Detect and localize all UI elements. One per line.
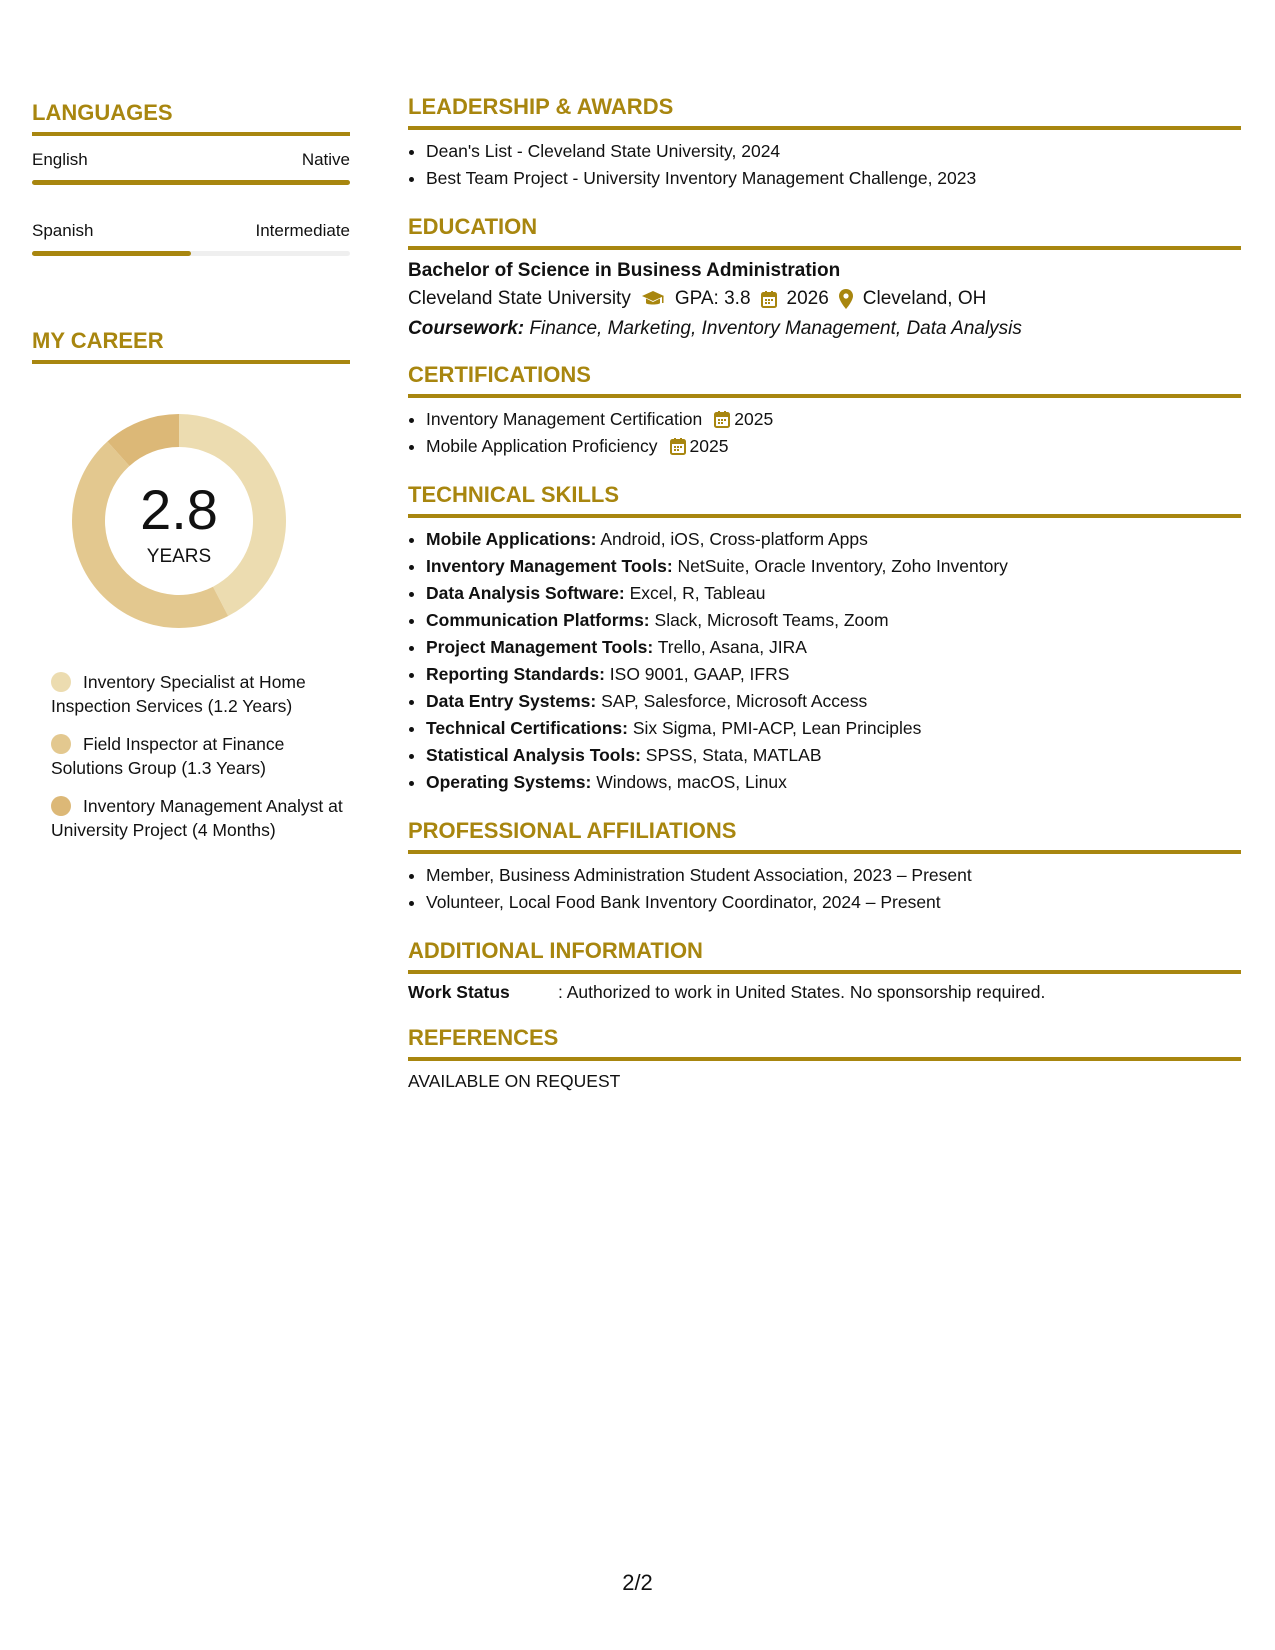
skill-item xyxy=(426,742,1241,769)
skill-value: Slack, Microsoft Teams, Zoom xyxy=(654,610,889,630)
education-degree: Bachelor of Science in Business Administration xyxy=(408,260,841,281)
skill-label: Project Management Tools: xyxy=(426,637,654,657)
skill-label: Communication Platforms: xyxy=(426,610,650,630)
coursework-label: Coursework: xyxy=(408,318,525,339)
skill-item xyxy=(426,634,1241,661)
additional-title: ADDITIONAL INFORMATION xyxy=(408,938,1241,974)
language-bar-fill xyxy=(32,251,191,256)
career-legend-item xyxy=(51,732,350,780)
coursework-value: Finance, Marketing, Inventory Management, Data Analysis xyxy=(529,318,1022,339)
leadership-item: • Dean's List - Cleveland State University, 2024 xyxy=(426,138,1241,165)
graduation-cap-icon xyxy=(641,290,665,308)
info-value: : Authorized to work in United States. No sponsorship required. xyxy=(558,982,1046,1002)
education-section xyxy=(408,214,1241,340)
language-bar-fill xyxy=(32,180,350,185)
legend-label: Inventory Management Analyst at University Project (4 Months) xyxy=(51,796,343,840)
skill-value: Windows, macOS, Linux xyxy=(596,772,787,792)
education-school: Cleveland State University xyxy=(408,288,631,309)
language-bar xyxy=(32,180,350,185)
career-donut xyxy=(66,408,292,634)
certifications-section xyxy=(408,362,1241,460)
education-title: EDUCATION xyxy=(408,214,1241,250)
legend-dot xyxy=(51,734,71,754)
language-bar xyxy=(32,251,350,256)
skill-value: Android, iOS, Cross-platform Apps xyxy=(600,529,868,549)
career-title: MY CAREER xyxy=(32,328,350,364)
location-pin-icon xyxy=(839,289,853,309)
career-legend xyxy=(51,670,350,842)
references-section xyxy=(408,1025,1241,1092)
skill-item xyxy=(426,661,1241,688)
languages-section xyxy=(32,100,350,256)
skills-section xyxy=(408,482,1241,796)
skill-item xyxy=(426,607,1241,634)
affiliation-item: • Volunteer, Local Food Bank Inventory Coordinator, 2024 – Present xyxy=(426,889,1241,916)
skill-label: Technical Certifications: xyxy=(426,718,628,738)
info-row xyxy=(408,982,1241,1003)
language-name: Spanish xyxy=(32,221,94,240)
calendar-icon xyxy=(670,437,686,455)
language-item xyxy=(32,150,350,185)
career-legend-item xyxy=(51,794,350,842)
education-location: Cleveland, OH xyxy=(862,288,987,309)
info-key: Work Status xyxy=(408,982,510,1002)
leadership-title: LEADERSHIP & AWARDS xyxy=(408,94,1241,130)
language-name: English xyxy=(32,150,88,169)
skill-label: Statistical Analysis Tools: xyxy=(426,745,641,765)
education-coursework xyxy=(408,318,1241,340)
skill-item xyxy=(426,769,1241,796)
skills-title: TECHNICAL SKILLS xyxy=(408,482,1241,518)
skill-label: Data Entry Systems: xyxy=(426,691,597,711)
skill-label: Data Analysis Software: xyxy=(426,583,625,603)
skill-value: NetSuite, Oracle Inventory, Zoho Inventory xyxy=(677,556,1008,576)
certification-year: 2025 xyxy=(689,436,729,456)
certification-item xyxy=(426,406,1241,433)
calendar-icon xyxy=(714,410,730,428)
language-level: Intermediate xyxy=(255,221,350,240)
affiliations-section xyxy=(408,818,1241,916)
certification-year: 2025 xyxy=(734,409,774,429)
references-text: AVAILABLE ON REQUEST xyxy=(408,1071,621,1091)
references-title: REFERENCES xyxy=(408,1025,1241,1061)
skill-value: Excel, R, Tableau xyxy=(629,583,766,603)
skill-value: Six Sigma, PMI-ACP, Lean Principles xyxy=(632,718,922,738)
certifications-title: CERTIFICATIONS xyxy=(408,362,1241,398)
skill-item xyxy=(426,526,1241,553)
skill-value: Trello, Asana, JIRA xyxy=(657,637,807,657)
career-section xyxy=(32,328,350,842)
skill-item xyxy=(426,715,1241,742)
education-year: 2026 xyxy=(786,288,829,309)
legend-label: Field Inspector at Finance Solutions Group (1.3 Years) xyxy=(51,734,285,778)
additional-section xyxy=(408,938,1241,1003)
skill-item xyxy=(426,553,1241,580)
skill-label: Inventory Management Tools: xyxy=(426,556,673,576)
skill-value: SAP, Salesforce, Microsoft Access xyxy=(601,691,868,711)
affiliation-item: • Member, Business Administration Student Association, 2023 – Present xyxy=(426,862,1241,889)
skill-item xyxy=(426,580,1241,607)
left-column xyxy=(32,100,350,856)
skill-label: Operating Systems: xyxy=(426,772,592,792)
skill-value: ISO 9001, GAAP, IFRS xyxy=(609,664,790,684)
certification-name: Mobile Application Proficiency xyxy=(426,436,658,456)
career-total: 2.8 xyxy=(140,478,218,541)
education-gpa: GPA: 3.8 xyxy=(674,288,751,309)
legend-label: Inventory Specialist at Home Inspection Services (1.2 Years) xyxy=(51,672,306,716)
language-item xyxy=(32,221,350,256)
legend-dot xyxy=(51,672,71,692)
leadership-item: • Best Team Project - University Inventory Management Challenge, 2023 xyxy=(426,165,1241,192)
affiliations-title: PROFESSIONAL AFFILIATIONS xyxy=(408,818,1241,854)
calendar-icon xyxy=(761,290,777,308)
skill-label: Mobile Applications: xyxy=(426,529,597,549)
certification-name: Inventory Management Certification xyxy=(426,409,703,429)
legend-dot xyxy=(51,796,71,816)
skill-label: Reporting Standards: xyxy=(426,664,605,684)
skill-item xyxy=(426,688,1241,715)
career-legend-item xyxy=(51,670,350,718)
education-details xyxy=(408,288,1241,310)
right-column xyxy=(408,94,1241,1114)
languages-title: LANGUAGES xyxy=(32,100,350,136)
language-level: Native xyxy=(301,150,350,169)
certification-item xyxy=(426,433,1241,460)
career-unit: YEARS xyxy=(146,546,212,567)
skill-value: SPSS, Stata, MATLAB xyxy=(645,745,822,765)
leadership-section xyxy=(408,94,1241,192)
page-number: 2/2 xyxy=(622,1570,653,1595)
